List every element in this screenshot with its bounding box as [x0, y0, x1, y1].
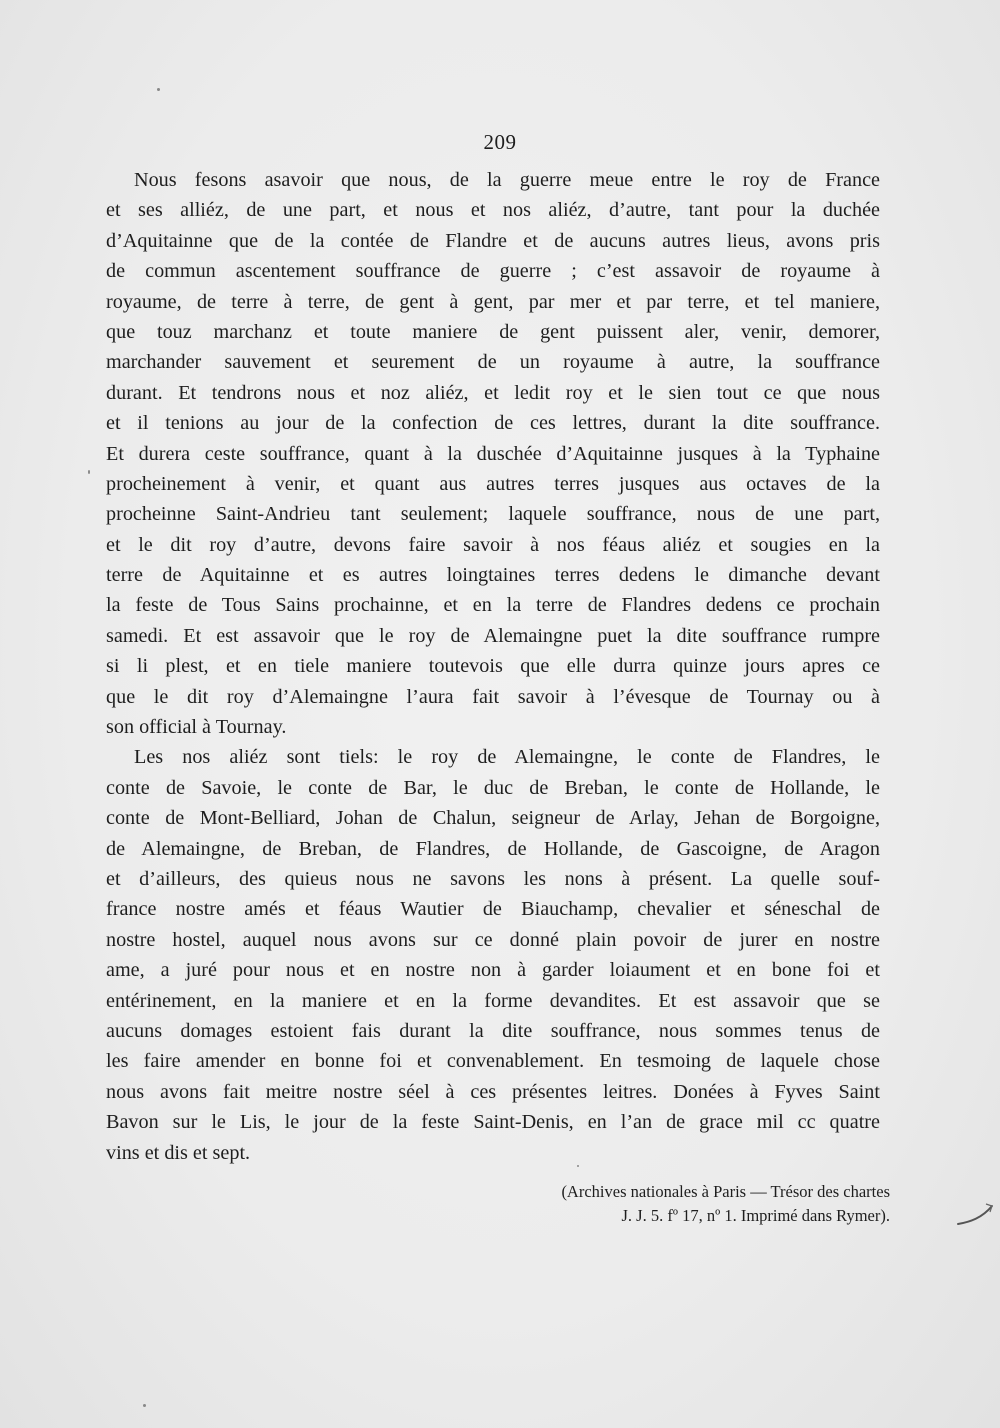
- text-line: et il tenions au jour de la confection de ces lettres, durant la dite souffrance.: [106, 412, 880, 435]
- body-text: [106, 165, 880, 1168]
- text-line: Nous fesons asavoir que nous, de la guerre meue entre le roy de France: [134, 169, 880, 191]
- text-line: Bavon sur le Lis, le jour de la feste Saint-Denis, en l’an de grace mil cc quatre: [106, 1111, 880, 1134]
- text-line: de Alemaingne, de Breban, de Flandres, de Hollande, de Gascoigne, de Aragon: [106, 837, 880, 860]
- text-line: marchander sauvement et seurement de un royaume à autre, la souffrance: [106, 351, 880, 374]
- text-line: que le dit roy d’Alemaingne l’aura fait savoir à l’évesque de Tournay ou à: [106, 685, 880, 708]
- text-line: que touz marchanz et toute maniere de gent puissent aler, venir, demorer,: [106, 320, 880, 343]
- paper-speck: [88, 470, 90, 474]
- text-line: conte de Mont-Belliard, Johan de Chalun, seigneur de Arlay, Jehan de Borgoigne,: [106, 807, 880, 830]
- text-line: royaume, de terre à terre, de gent à gent, par mer et par terre, et tel maniere,: [106, 290, 880, 313]
- text-line: conte de Savoie, le conte de Bar, le duc de Breban, le conte de Hollande, le: [106, 776, 880, 799]
- text-line: ame, a juré pour nous et en nostre non à garder loiaument et en bone foi et: [106, 959, 880, 982]
- text-line: nous avons fait meitre nostre séel à ces présentes leitres. Donées à Fyves Saint: [106, 1080, 880, 1103]
- text-line: de commun ascentement souffrance de guerre ; c’est assavoir de royaume à: [106, 260, 880, 283]
- text-line: si li plest, et en tiele maniere toutevois que elle durra quinze jours apres ce: [106, 655, 880, 678]
- citation-line: J. J. 5. fº 17, nº 1. Imprimé dans Rymer).: [621, 1206, 890, 1225]
- source-citation: [480, 1180, 890, 1228]
- text-line: samedi. Et est assavoir que le roy de Alemaingne puet la dite souffrance rumpre: [106, 624, 880, 647]
- text-line: Et durera ceste souffrance, quant à la duschée d’Aquitainne jusques à la Typhaine: [106, 442, 880, 465]
- text-line: entérinement, en la maniere et en la forme devandites. Et est assavoir que se: [106, 989, 880, 1012]
- ink-stroke-mark: [956, 1200, 996, 1230]
- text-line: vins et dis et sept.: [106, 1141, 251, 1164]
- paper-speck: [157, 88, 160, 91]
- text-line: son official à Tournay.: [106, 716, 287, 739]
- page-number: 209: [483, 130, 517, 154]
- text-line: les faire amender en bonne foi et convenablement. En tesmoing de laquele chose: [106, 1050, 880, 1073]
- text-line: aucuns domages estoient fais durant la dite souffrance, nous sommes tenus de: [106, 1019, 880, 1042]
- text-line: la feste de Tous Sains prochainne, et en la terre de Flandres dedens ce prochain: [106, 594, 880, 617]
- paper-speck: [577, 1165, 579, 1167]
- text-line: et le dit roy d’autre, devons faire savoir à nos féaus aliéz et sougies en la: [106, 533, 880, 556]
- text-line: terre de Aquitainne et es autres loingtaines terres dedens le dimanche devant: [106, 564, 880, 587]
- text-line: et ses alliéz, de une part, et nous et nos aliéz, d’autre, tant pour la duchée: [106, 199, 880, 222]
- text-line: france nostre amés et féaus Wautier de Biauchamp, chevalier et séneschal de: [106, 898, 880, 921]
- text-line: Les nos aliéz sont tiels: le roy de Alemaingne, le conte de Flandres, le: [134, 746, 880, 769]
- text-line: nostre hostel, auquel nous avons sur ce donné plain povoir de jurer en nostre: [106, 928, 880, 951]
- paper-speck: [143, 1404, 146, 1407]
- text-line: procheinne Saint-Andrieu tant seulement; laquele souffrance, nous de une part,: [106, 503, 880, 526]
- text-line: durant. Et tendrons nous et noz aliéz, et ledit roy et le sien tout ce que nous: [106, 381, 880, 404]
- citation-line: (Archives nationales à Paris — Trésor des chartes: [561, 1182, 890, 1201]
- text-line: et d’ailleurs, des quieus nous ne savons les nons à présent. La quelle souf-: [106, 867, 880, 890]
- text-line: procheinement à venir, et quant aus autres terres jusques aus octaves de la: [106, 472, 880, 495]
- text-line: d’Aquitainne que de la contée de Flandre et de aucuns autres lieus, avons pris: [106, 229, 880, 252]
